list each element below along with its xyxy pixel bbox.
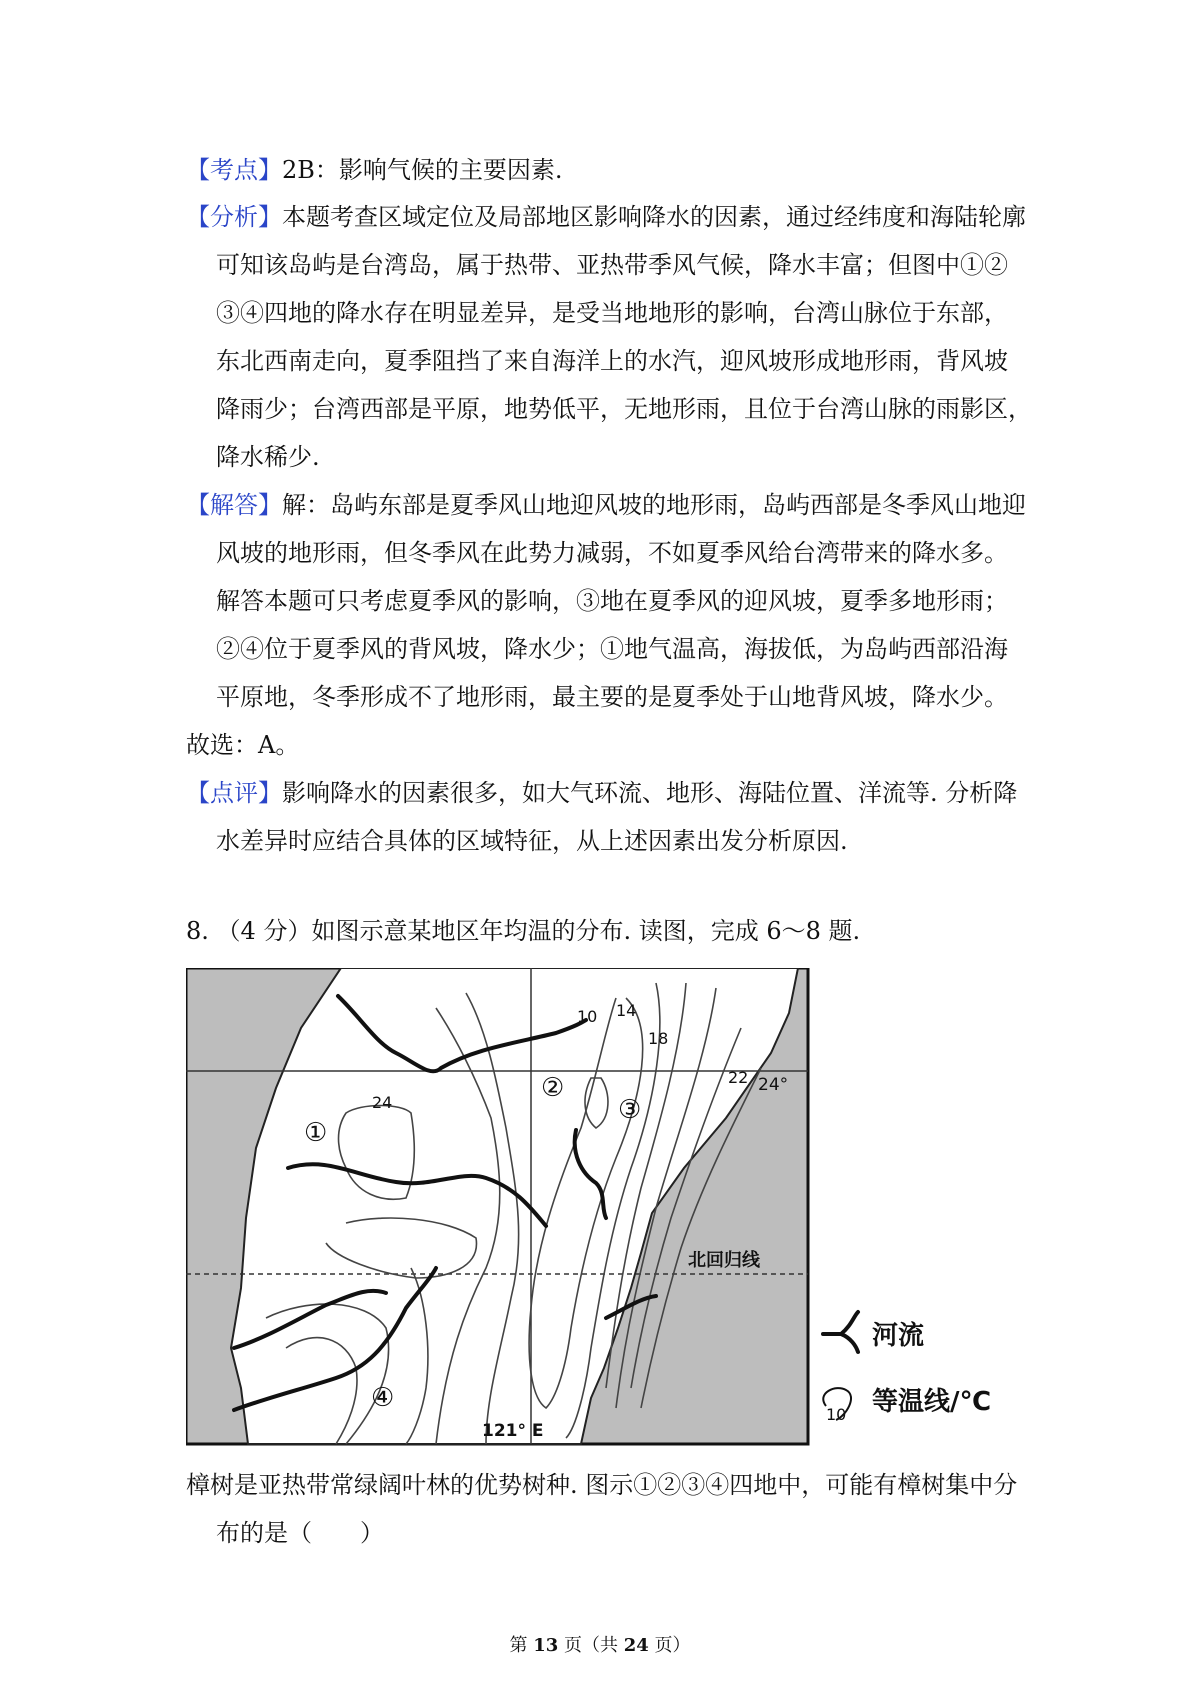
kaodian-bracket-close: 】 (258, 156, 282, 184)
jieda-bracket-open: 【 (186, 491, 210, 519)
legend-river-label: 河流 (872, 1321, 925, 1351)
fenxi-line-0 (186, 202, 1026, 232)
dianping-text: 影响降水的因素很多，如大气环流、地形、海陆位置、洋流等. 分析降 (282, 779, 1018, 807)
tropic-label: 北回归线 (688, 1250, 760, 1271)
isotherm-label-10: 10 (577, 1007, 598, 1026)
dianping-line-0 (186, 778, 1017, 808)
fenxi-text: 本题考查区域定位及局部地区影响降水的因素，通过经纬度和海陆轮廓 (282, 203, 1026, 231)
legend-isotherm-label: 等温线/℃ (872, 1387, 991, 1417)
footer-suffix: 页） (648, 1635, 691, 1656)
lon-121-label: 121° E (482, 1421, 544, 1441)
isotherm-label-22: 22 (728, 1068, 749, 1087)
subquestion-line-0: 樟树是亚热带常绿阔叶林的优势树种. 图示①②③④四地中，可能有樟树集中分 (186, 1471, 1018, 1499)
fenxi-bracket-close: 】 (258, 203, 282, 231)
kaodian-text: 2B：影响气候的主要因素. (282, 156, 563, 184)
jieda-line-1: 风坡的地形雨，但冬季风在此势力减弱，不如夏季风给台湾带来的降水多。 (216, 539, 1008, 567)
isotherm-label-18: 18 (648, 1029, 669, 1048)
fenxi-tag: 分析 (210, 203, 258, 231)
question-number: 8. (186, 917, 209, 945)
jieda-text: 解：岛屿东部是夏季风山地迎风坡的地形雨，岛屿西部是冬季风山地迎 (282, 491, 1026, 519)
footer-page-number: 13 (533, 1635, 559, 1656)
dianping-tag: 点评 (210, 779, 258, 807)
map-legend (823, 1312, 991, 1424)
page-footer (0, 1634, 1200, 1658)
jieda-line-4: 平原地，冬季形成不了地形雨，最主要的是夏季处于山地背风坡，降水少。 (216, 683, 1008, 711)
fenxi-line-4: 降雨少；台湾西部是平原，地势低平，无地形雨，且位于台湾山脉的雨影区， (216, 395, 1032, 423)
question-score: （4 分） (216, 917, 312, 945)
question-text: 如图示意某地区年均温的分布. 读图，完成 6～8 题. (311, 917, 861, 945)
question-line (186, 916, 860, 946)
site-1-label: ① (304, 1118, 328, 1148)
fenxi-bracket-open: 【 (186, 203, 210, 231)
isotherm-label-14: 14 (616, 1001, 637, 1020)
dianping-line-1: 水差异时应结合具体的区域特征，从上述因素出发分析原因. (216, 827, 848, 855)
footer-prefix: 第 (509, 1635, 534, 1656)
site-3-label: ③ (618, 1095, 642, 1125)
isotherm-label-24: 24 (372, 1093, 393, 1112)
fenxi-line-3: 东北西南走向，夏季阻挡了来自海洋上的水汽，迎风坡形成地形雨，背风坡 (216, 347, 1008, 375)
fenxi-line-5: 降水稀少. (216, 443, 320, 471)
jieda-line-0 (186, 490, 1026, 520)
jieda-tag: 解答 (210, 491, 258, 519)
jieda-bracket-close: 】 (258, 491, 282, 519)
jieda-line-3: ②④位于夏季风的背风坡，降水少；①地气温高，海拔低，为岛屿西部沿海 (216, 635, 1008, 663)
fenxi-line-2: ③④四地的降水存在明显差异，是受当地地形的影响，台湾山脉位于东部， (216, 299, 1008, 327)
lat-24-label: 24° (758, 1075, 789, 1095)
legend-river-symbol (823, 1312, 858, 1352)
kaodian-line (186, 155, 563, 185)
legend-isotherm-sample: 10 (826, 1405, 847, 1424)
kaodian-bracket-open: 【 (186, 156, 210, 184)
dianping-bracket-close: 】 (258, 779, 282, 807)
kaodian-tag: 考点 (210, 156, 258, 184)
site-4-label: ④ (371, 1383, 395, 1413)
footer-total-pages: 24 (623, 1635, 649, 1656)
footer-mid: 页（共 (558, 1635, 624, 1656)
jieda-line-2: 解答本题可只考虑夏季风的影响，③地在夏季风的迎风坡，夏季多地形雨； (216, 587, 1008, 615)
answer-line: 故选：A。 (186, 731, 300, 759)
isotherm-map (186, 968, 1026, 1448)
site-2-label: ② (541, 1073, 565, 1103)
subquestion-line-1: 布的是（ ） (216, 1519, 384, 1547)
fenxi-line-1: 可知该岛屿是台湾岛，属于热带、亚热带季风气候，降水丰富；但图中①② (216, 251, 1008, 279)
dianping-bracket-open: 【 (186, 779, 210, 807)
